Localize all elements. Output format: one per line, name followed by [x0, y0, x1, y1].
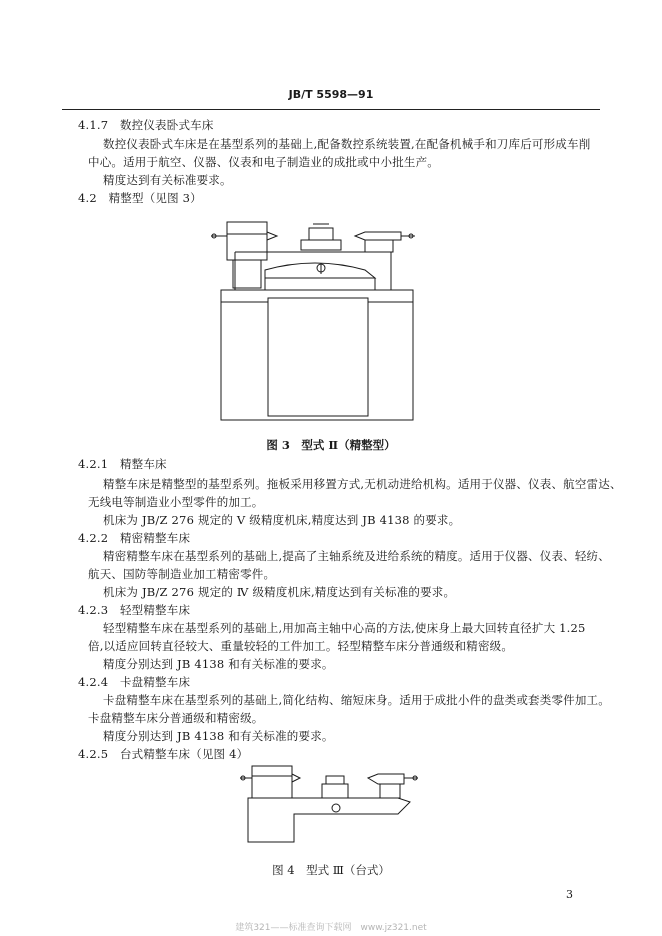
figure-4-caption: 图 4 型式 Ⅲ（台式）	[272, 863, 390, 877]
paragraph-line: 数控仪表卧式车床是在基型系列的基础上,配备数控系统装置,在配备机械手和刀库后可形成车削	[103, 137, 591, 151]
paragraph-line: 精度达到有关标准要求。	[103, 173, 232, 187]
standard-number: JB/T 5598—91	[288, 88, 374, 101]
section-heading-4-2-2: 4.2.2 精密精整车床	[78, 531, 191, 545]
watermark: 建筑321——标准查询下载网 www.jz321.net	[235, 923, 427, 933]
paragraph-line: 卡盘精整车床分普通级和精密级。	[88, 711, 264, 725]
paragraph-line: 精密精整车床在基型系列的基础上,提高了主轴系统及进给系统的精度。适用于仪器、仪表、轻纺、	[103, 549, 610, 563]
paragraph-line: 无线电等制造业小型零件的加工。	[88, 495, 264, 509]
section-heading-4-2-3: 4.2.3 轻型精整车床	[78, 603, 191, 617]
paragraph-line: 机床为 JB/Z 276 规定的 Ⅴ 级精度机床,精度达到 JB 4138 的要求。	[103, 513, 461, 527]
header-rule	[62, 109, 600, 110]
section-heading-4-2-4: 4.2.4 卡盘精整车床	[78, 675, 191, 689]
paragraph-line: 卡盘精整车床在基型系列的基础上,简化结构、缩短床身。适用于成批小件的盘类或套类零件加工。	[103, 693, 610, 707]
paragraph-line: 航天、国防等制造业加工精密零件。	[88, 567, 276, 581]
paragraph-line: 精度分别达到 JB 4138 和有关标准的要求。	[103, 657, 334, 671]
paragraph-line: 机床为 JB/Z 276 规定的 Ⅳ 级精度机床,精度达到有关标准的要求。	[103, 585, 456, 599]
figure-3-caption: 图 3 型式 Ⅱ（精整型）	[266, 438, 396, 452]
section-heading-4-2: 4.2 精整型（见图 3）	[78, 191, 202, 205]
page-number: 3	[566, 888, 573, 901]
paragraph-line: 轻型精整车床在基型系列的基础上,用加高主轴中心高的方法,使床身上最大回转直径扩大 1.25	[103, 621, 586, 635]
paragraph-line: 精整车床是精整型的基型系列。拖板采用移置方式,无机动进给机构。适用于仪器、仪表、航空雷达、	[103, 477, 622, 491]
paragraph-line: 精度分别达到 JB 4138 和有关标准的要求。	[103, 729, 334, 743]
figure-4-bench-lathe-drawing	[238, 762, 420, 848]
paragraph-line: 中心。适用于航空、仪器、仪表和电子制造业的成批或中小批生产。	[88, 155, 439, 169]
section-heading-4-2-5: 4.2.5 台式精整车床（见图 4）	[78, 747, 249, 761]
section-heading-4-1-7: 4.1.7 数控仪表卧式车床	[78, 118, 214, 132]
paragraph-line: 倍,以适应回转直径较大、重量较轻的工件加工。轻型精整车床分普通级和精密级。	[88, 639, 514, 653]
section-heading-4-2-1: 4.2.1 精整车床	[78, 457, 167, 471]
figure-3-precision-lathe-drawing	[205, 210, 427, 425]
